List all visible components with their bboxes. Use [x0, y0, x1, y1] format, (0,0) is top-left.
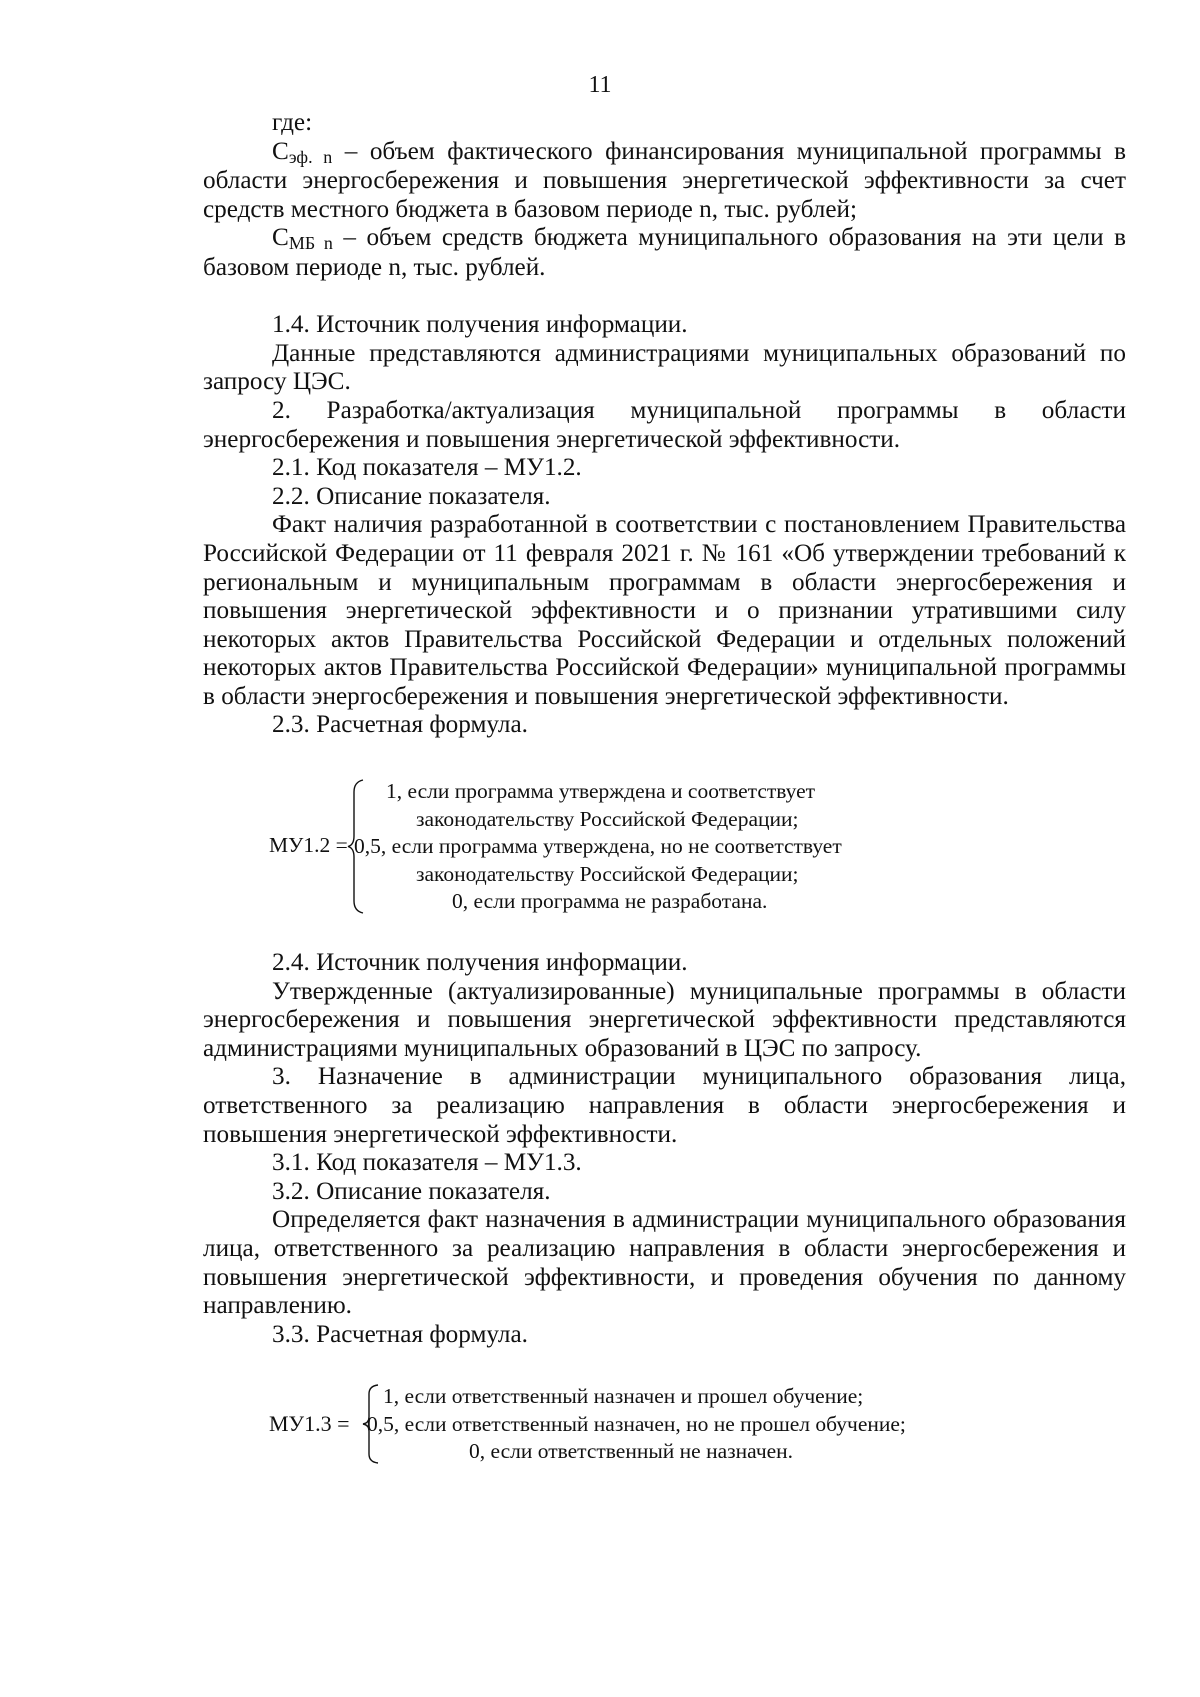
document-body [203, 109, 1126, 1465]
formula-case: 1, если ответственный назначен и прошел обучение; [383, 1384, 864, 1409]
formula-case: законодательству Российской Федерации; [416, 806, 799, 831]
definition-text: – объем средств бюджета муниципального образования на эти цели в базовом периоде n, тыс. рублей. [203, 224, 1126, 281]
formula-label: МУ1.2 = [269, 833, 348, 858]
definition-c-mb [203, 224, 1126, 282]
formula-case: 1, если программа утверждена и соответствует [386, 779, 816, 804]
formula-case: 0,5, если программа утверждена, но не соответствует [354, 834, 842, 859]
section-heading: 2.3. Расчетная формула. [272, 711, 528, 739]
paragraph: Определяется факт назначения в администрации муниципального образования лица, ответственного за реализацию направления в области энергосбережения и повышения энергетической эффективности, и проведения обучения по данному направлению. [203, 1206, 1126, 1320]
definition-c-ef [203, 138, 1126, 225]
formula-case: 0,5, если ответственный назначен, но не прошел обучение; [367, 1411, 906, 1436]
section-heading: 2.1. Код показателя – МУ1.2. [272, 454, 582, 482]
formula-case: 0, если программа не разработана. [452, 889, 768, 914]
formula-case: законодательству Российской Федерации; [416, 861, 799, 886]
section-heading: 2. Разработка/актуализация муниципальной программы в области энергосбережения и повышения энергетической эффективности. [203, 396, 1126, 453]
formula-case: 0, если ответственный не назначен. [469, 1439, 794, 1464]
paragraph: Данные представляются администрациями муниципальных образований по запросу ЦЭС. [203, 339, 1126, 396]
symbol-c: С [272, 224, 289, 252]
formula-mu12 [203, 778, 1126, 915]
paragraph: Утвержденные (актуализированные) муниципальные программы в области энергосбережения и повышения энергетической эффективности представляются администрациями муниципальных образований в ЦЭС по запросу. [203, 977, 1126, 1062]
section-heading: 3.2. Описание показателя. [272, 1177, 551, 1205]
formula-label: МУ1.3 = [269, 1411, 350, 1437]
spacer [203, 1349, 1126, 1383]
section-heading: 2.4. Источник получения информации. [272, 949, 688, 977]
section-heading: 2.2. Описание показателя. [272, 482, 551, 510]
page-number: 11 [588, 72, 612, 98]
paragraph: Факт наличия разработанной в соответствии с постановлением Правительства Российской Федерации от 11 февраля 2021 г. № 161 «Об утверждении требований к региональным и муниципальным программам в области энергосбережения и повышения энергетической эффективности и о признании утратившими силу некоторых актов Правительства Российской Федерации и отдельных положений некоторых актов Правительства Российской Федерации» муниципальной программы в области энергосбережения и повышения энергетической эффективности. [203, 511, 1126, 710]
spacer [203, 283, 1126, 312]
where-label: где: [272, 109, 313, 136]
symbol-c: С [272, 137, 289, 165]
section-heading: 1.4. Источник получения информации. [272, 311, 688, 339]
definition-text: – объем фактического финансирования муниципальной программы в области энергосбережения и повышения энергетической эффективности за счет средств местного бюджета в базовом периоде n, тыс. рублей; [203, 137, 1126, 223]
section-heading: 3.1. Код показателя – МУ1.3. [272, 1149, 582, 1177]
section-heading: 3. Назначение в администрации муниципального образования лица, ответственного за реализацию направления в области энергосбережения и повышения энергетической эффективности. [203, 1063, 1126, 1148]
section-heading: 3.3. Расчетная формула. [272, 1320, 528, 1348]
spacer [203, 740, 1126, 778]
symbol-subscript: МБ n [288, 233, 333, 254]
symbol-subscript: эф. n [288, 146, 333, 167]
formula-mu13 [203, 1383, 1126, 1465]
spacer [203, 915, 1126, 949]
